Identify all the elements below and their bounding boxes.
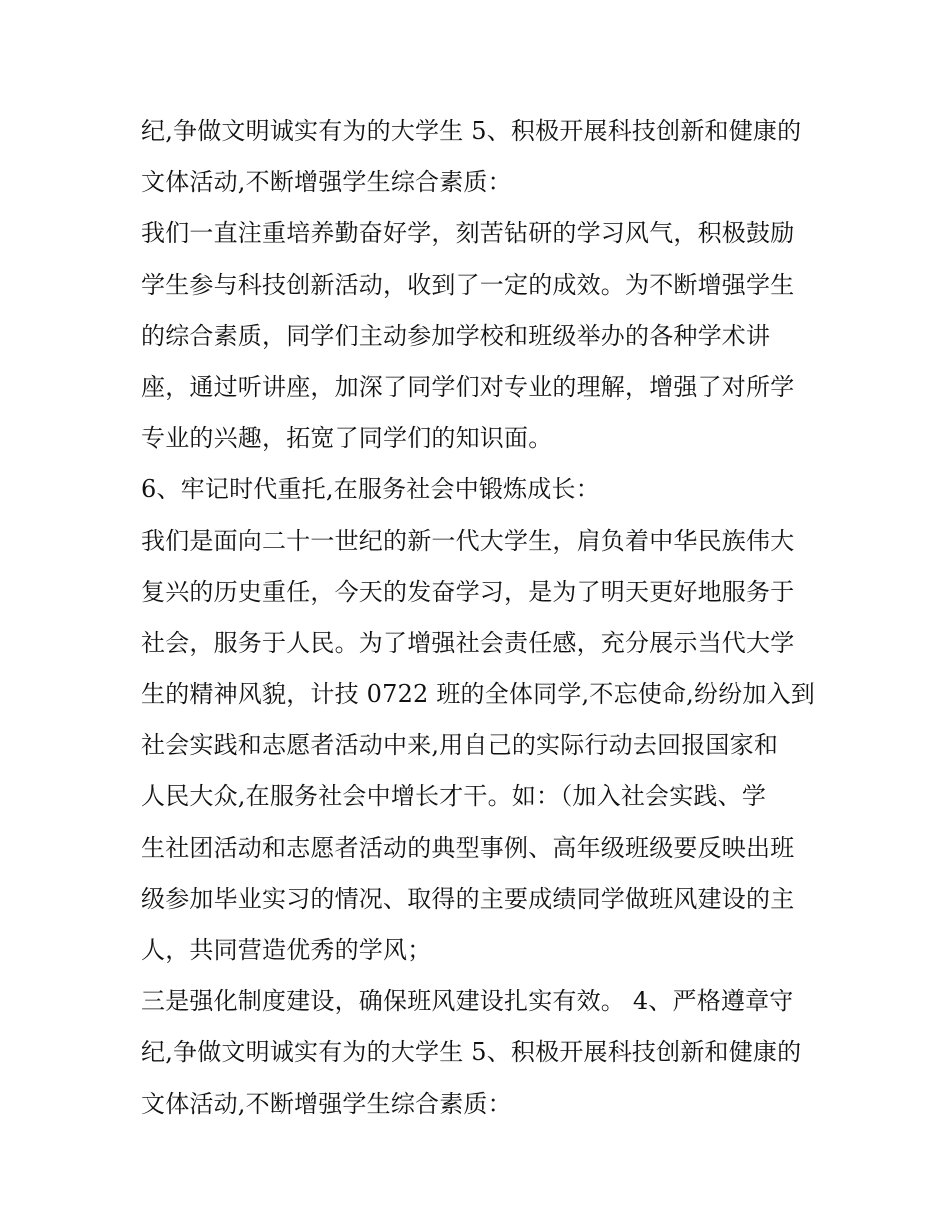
- text-line: 学生参与科技创新活动，收到了一定的成效。为不断增强学生: [141, 270, 795, 299]
- section-heading: 6、牢记时代重托,在服务社会中锻炼成长：: [141, 475, 600, 504]
- text-line: 生的精神风貌，计技 0722 班的全体同学,不忘使命,纷纷加入到: [141, 680, 815, 709]
- text-line: 文体活动,不断增强学生综合素质：: [141, 168, 512, 197]
- text-line: 纪,争做文明诚实有为的大学生 5、积极开展科技创新和健康的: [141, 117, 802, 145]
- text-line: 三是强化制度建设，确保班风建设扎实有效。 4、严格遵章守: [141, 987, 794, 1016]
- text-line: 社会，服务于人民。为了增强社会责任感，充分展示当代大学: [141, 628, 795, 657]
- text-line: 复兴的历史重任，今天的发奋学习，是为了明天更好地服务于: [141, 577, 795, 606]
- text-line: 我们一直注重培养勤奋好学，刻苦钻研的学习风气，积极鼓励: [141, 219, 795, 248]
- text-line: 的综合素质，同学们主动参加学校和班级举办的各种学术讲: [141, 321, 771, 350]
- text-line: 人民大众,在服务社会中增长才干。如：（加入社会实践、学: [141, 782, 767, 811]
- text-line: 我们是面向二十一世纪的新一代大学生，肩负着中华民族伟大: [141, 526, 795, 555]
- text-line: 纪,争做文明诚实有为的大学生 5、积极开展科技创新和健康的: [141, 1038, 802, 1067]
- text-line: 生社团活动和志愿者活动的典型事例、高年级班级要反映出班: [141, 833, 795, 862]
- text-line: 文体活动,不断增强学生综合素质：: [141, 1089, 512, 1118]
- text-line: 级参加毕业实习的情况、取得的主要成绩同学做班风建设的主: [141, 884, 795, 913]
- text-line: 座，通过听讲座，加深了同学们对专业的理解，增强了对所学: [141, 372, 795, 401]
- text-line: 人，共同营造优秀的学风；: [141, 936, 432, 964]
- body-text: [141, 106, 821, 1130]
- text-line: 社会实践和志愿者活动中来,用自己的实际行动去回报国家和: [141, 731, 779, 760]
- text-line: 专业的兴趣，拓宽了同学们的知识面。: [141, 424, 553, 453]
